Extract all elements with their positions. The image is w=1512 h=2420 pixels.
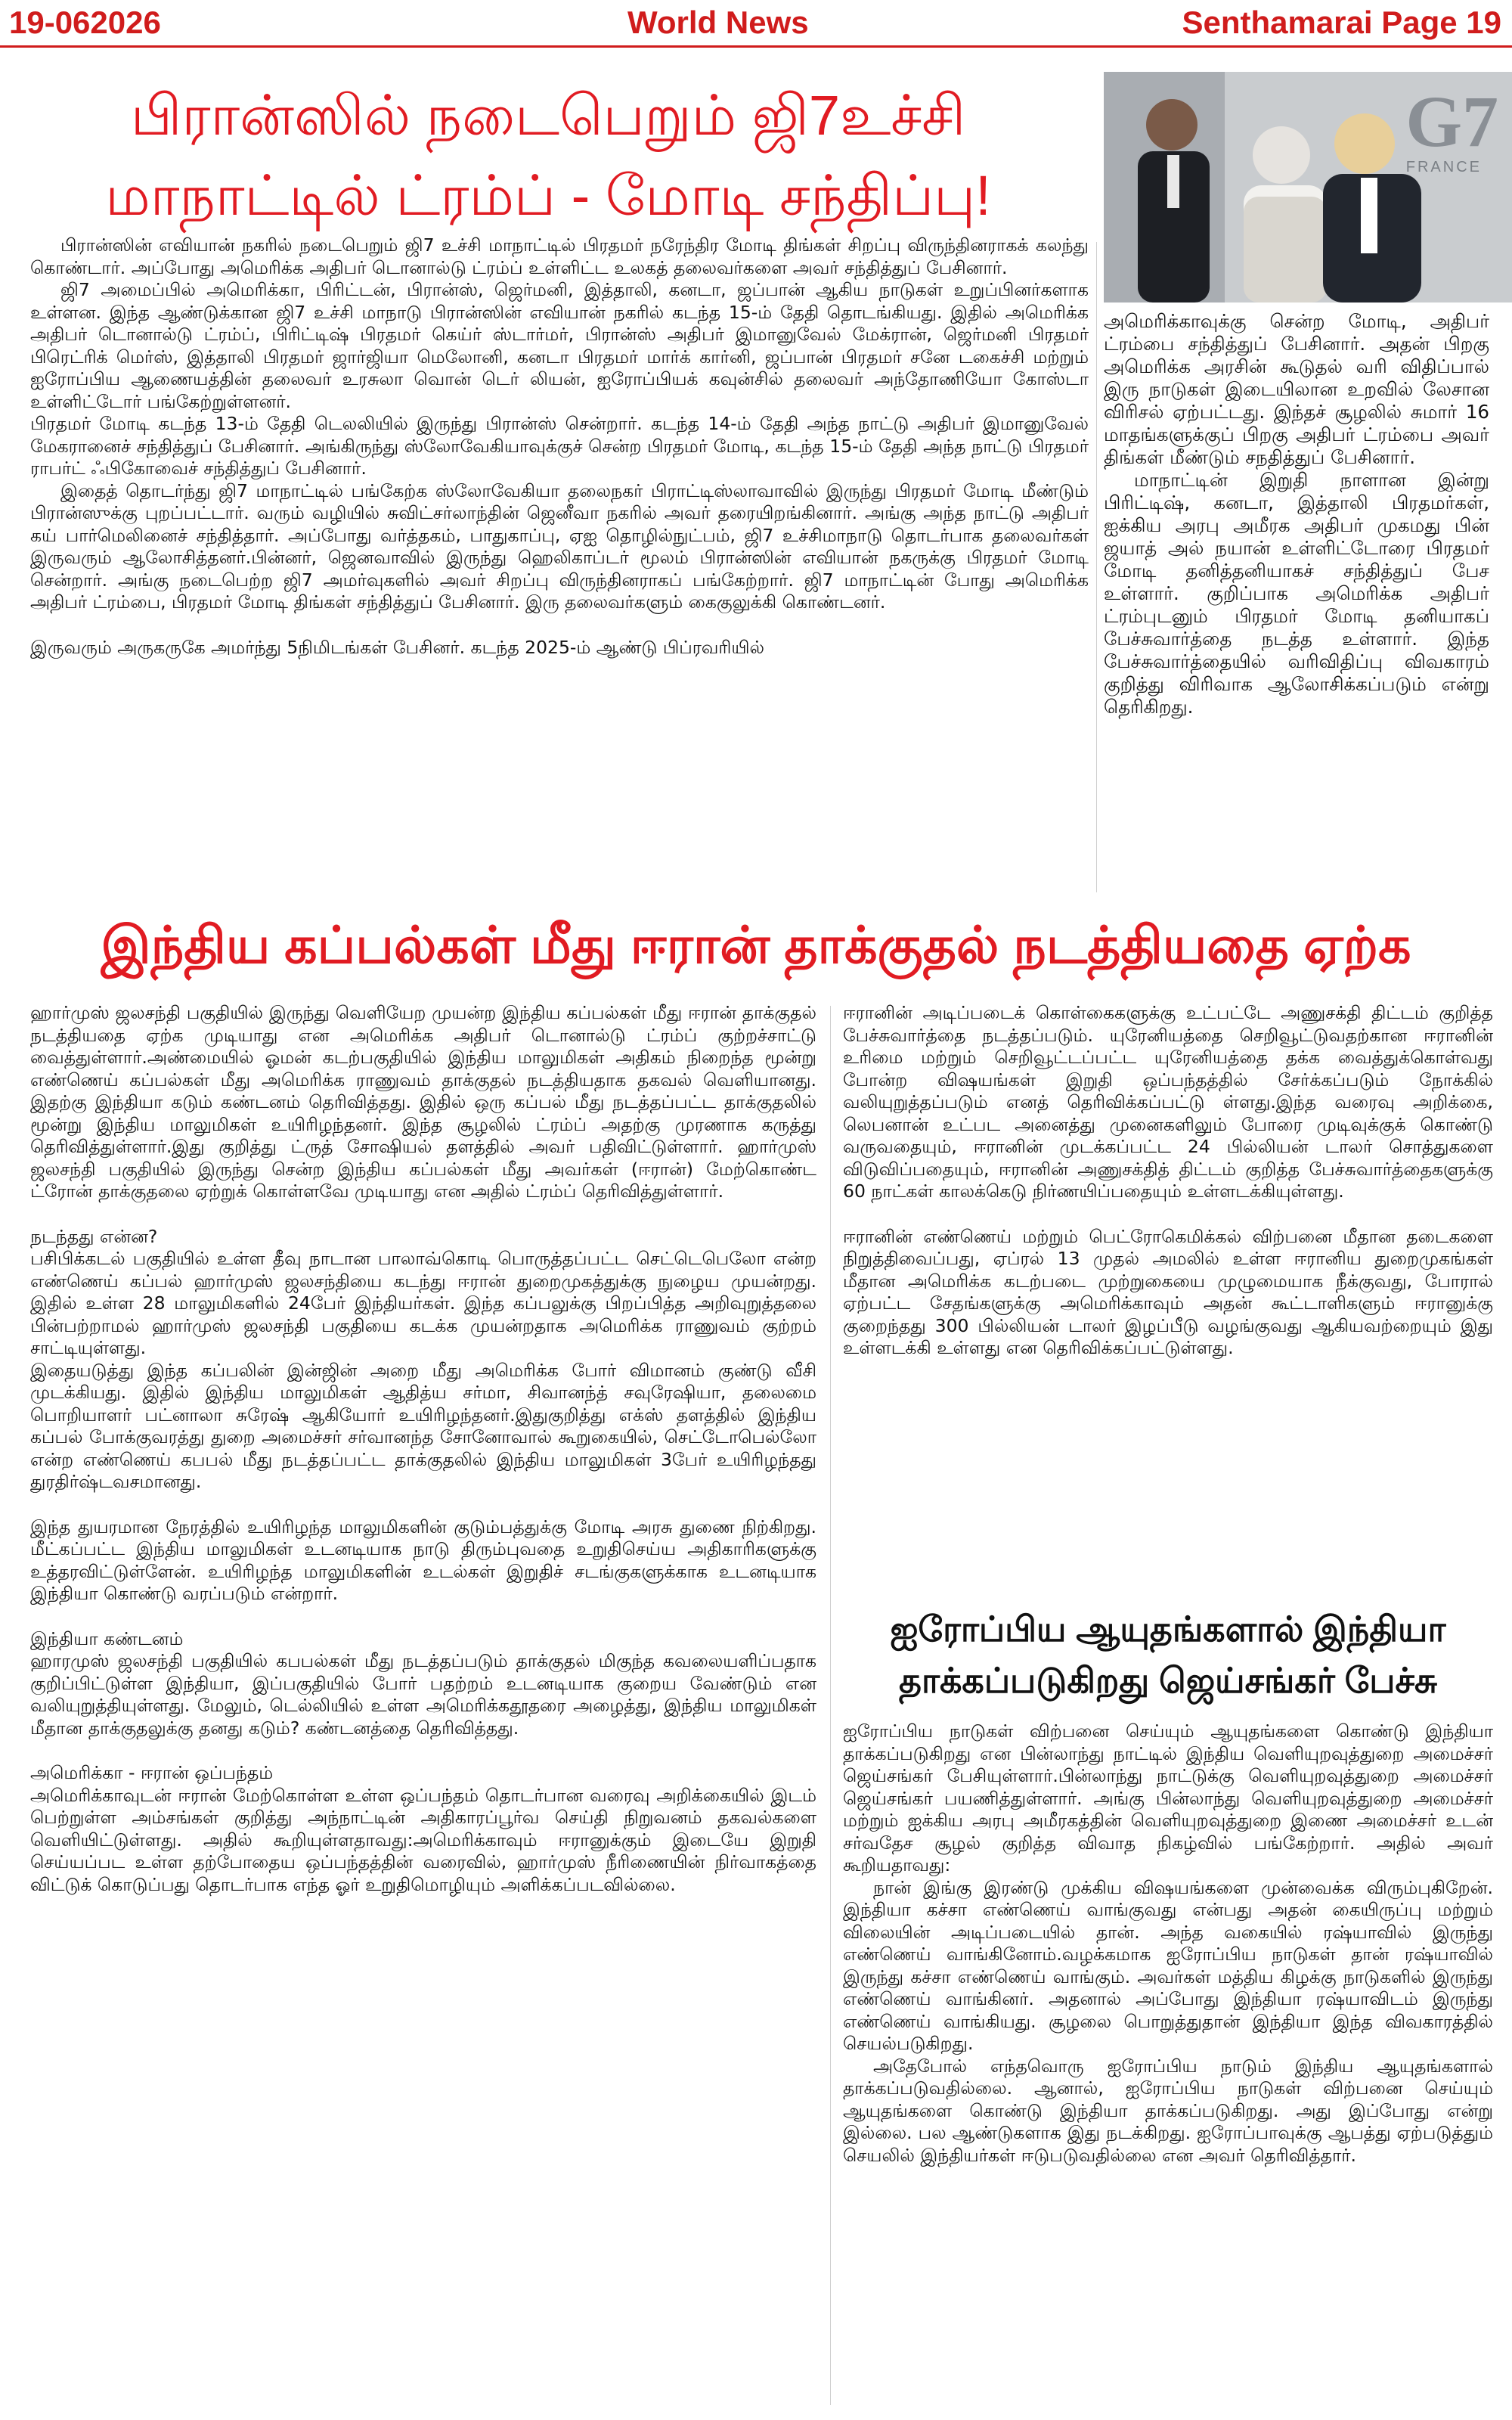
story3-paragraph: ஐரோப்பிய நாடுகள் விற்பனை செய்யும் ஆயுதங்களை கொண்டு இந்தியா தாக்கப்படுகிறது என பின்லாந்து நாட்டில் இந்திய வெளியுறவுத்துறை அமைச்சர் ஜெய்சங்கர் பேசியுள்ளார்.பின்லாந்து நாட்டுக்கு வெளியுறவுத்துறை அமைச்சர் ஜெய்சங்கர் பயணித்துள்ளார். அங்கு பின்லாந்து வெளியுறவுத்துறை அமைச்சர் மற்றும் ஐக்கிய அரபு அமீரகத்தின் வெளியுறவுத்துறை இணை அமைச்சர் உடன் சர்வதேச சூழல் குறித்த விவாத நிகழ்வில் பங்கேற்றார். அதில் அவர் கூறியதாவது:: [843, 1720, 1493, 1876]
paper-name: World News: [627, 5, 809, 40]
story2-paragraph: பசிபிக்கடல் பகுதியில் உள்ள தீவு நாடான பாலாவ்கொடி பொருத்தப்பட்ட செட்டெபெலோ என்ற எண்ணெய் கப்பல் ஹார்முஸ் ஜலசந்தியை கடந்து ஈரான் துறைமுகத்துக்கு நுழைய முயன்றது. இதில் உள்ள 28 மாலுமிகளில் 24பேர் இந்தியர்கள். இந்த கப்பலுக்கு பிறப்பித்த அறிவுறுத்தலை பின்பற்றாமல் ஹார்முஸ் ஜலசந்தி பகுதியை கடக்க முயன்றதாக அமெரிக்க ராணுவம் குற்றம் சாட்டியுள்ளது.: [30, 1248, 816, 1358]
column-divider: [830, 1006, 831, 2405]
story3-headline: ஐரோப்பிய ஆயுதங்களால் இந்தியா தாக்கப்படுகிறது ஜெய்சங்கர் பேச்சு: [890, 1609, 1446, 1700]
story1-side-column: [1104, 310, 1489, 900]
story2-paragraph: அமெரிக்காவுடன் ஈரான் மேற்கொள்ள உள்ள ஒப்பந்தம் தொடர்பான வரைவு அறிக்கையில் இடம் பெற்றுள்ள அம்சங்கள் குறித்து அந்நாட்டின் அதிகாரப்பூர்வ செய்தி நிறுவனம் தகவல்களை வெளியிட்டுள்ளது. அதில் கூறியுள்ளதாவது:அமெரிக்காவும் ஈரானுக்கும் இடையே இறுதி செய்யப்பட உள்ள தற்போதைய ஒப்பந்தத்தின் வரைவில், ஹார்முஸ் நீரிணையின் நிர்வாகத்தை விட்டுக் கொடுப்பது தொடர்பாக எந்த ஓர் உறுதிமொழியும் அளிக்கப்படவில்லை.: [30, 1784, 816, 1895]
story2-subhead: அமெரிக்கா - ஈரான் ஒப்பந்தம்: [30, 1762, 274, 1783]
story2-left-column: [30, 1002, 816, 2409]
story2-paragraph: ஈரானின் அடிப்படைக் கொள்கைகளுக்கு உட்பட்டே அணுசக்தி திட்டம் குறித்த பேச்சுவார்த்தை நடத்தப்படும். யுரேனியத்தை செறிவூட்டுவதற்கான ஈரானின் உரிமை மற்றும் செறிவூட்டப்பட்ட யுரேனியத்தை தக்க வைத்துக்கொள்வது போன்ற விஷயங்கள் இறுதி ஒப்பந்தத்தில் சேர்க்கப்படும் நோக்கில் வலியுறுத்தப்படும் எனத் தெரிவிக்கப்பட்டு ள்ளது.இந்த வரைவு அறிக்கை, லெபனான் உட்பட அனைத்து முனைகளிலும் போரை முடிவுக்குக் கொண்டு வருவதையும், ஈரானின் முடக்கப்பட்ட 24 பில்லியன் டாலர் சொத்துகளை விடுவிப்பதையும், ஈரானின் அணுசக்தித் திட்டம் குறித்த பேச்சுவார்த்தைகளுக்கு 60 நாட்கள் காலக்கெடு நிர்ணயிப்பதையும் உள்ளடக்கியுள்ளது.: [843, 1002, 1493, 1202]
story1-side-paragraph: அமெரிக்காவுக்கு சென்ற மோடி, அதிபர் ட்ரம்பை சந்தித்துப் பேசினார். அதன் பிறகு அமெரிக்க அரசின் கூடுதல் வரி விதிப்பால் இரு நாடுகள் இடையிலான உறவில் லேசான விரிசல் ஏற்பட்டது. இந்தச் சூழலில் சுமார் 16 மாதங்களுக்குப் பிறகு அதிபர் ட்ரம்பை அவர் திங்கள் மீண்டும் சநதித்துப் பேசினார்.: [1104, 310, 1489, 468]
story2-paragraph: ஹார்முஸ் ஜலசந்தி பகுதியில் இருந்து வெளியேற முயன்ற இந்திய கப்பல்கள் மீது ஈரான் தாக்குதல் நடத்தியதை ஏற்க முடியாது என அமெரிக்க அதிபர் டொனால்டு ட்ரம்ப் குற்றச்சாட்டு வைத்துள்ளார்.அண்மையில் ஓமன் கடற்பகுதியில் இந்திய மாலுமிகள் அதிகம் நிறைந்த மூன்று எண்ணெய் கப்பல்கள் மீது அமெரிக்க ராணுவம் தாக்குதல் நடத்தியதாக தகவல் வெளியானது. இதற்கு இந்தியா கடும் கண்டனம் தெரிவித்தது. இதில் ஒரு கப்பல் மீது நடத்தப்பட்ட தாக்குதலில் மூன்று இந்திய மாலுமிகள் உயிரிழந்தனர். இந்த சூழலில் ட்ரம்ப் அதற்கு முரணாக கருத்து தெரிவித்துள்ளார்.இது குறித்து ட்ருத் சோஷியல் தளத்தில் அவர் பதிவிட்டுள்ளார். ஹார்முஸ் ஜலசந்தி பகுதியில் இருந்து சென்ற இந்திய கப்பல்கள் மீது அவர்கள் (ஈரான்) மேற்கொண்ட ட்ரோன் தாக்குதலை ஏற்றுக் கொள்ளவே முடியாது என அதில் ட்ரம்ப் தெரிவித்துள்ளார்.: [30, 1002, 816, 1202]
g7-logo: G7: [1405, 81, 1498, 162]
story1-paragraph: ஜி7 அமைப்பில் அமெரிக்கா, பிரிட்டன், பிரான்ஸ், ஜெர்மனி, இத்தாலி, கனடா, ஜப்பான் ஆகிய நாடுகள் உறுப்பினர்களாக உள்ளன. இந்த ஆண்டுக்கான ஜி7 உச்சி மாநாடு பிரான்ஸின் எவியான் நகரில் கடந்த 15-ம் தேதி தொடங்கியது. இதில் அமெரிக்க அதிபர் டொனால்டு ட்ரம்ப், பிரிட்டிஷ் பிரதமர் கெய்ர் ஸ்டார்மர், பிரான்ஸ் அதிபர் இமானுவேல் மேக்ரான், ஜெர்மனி பிரதமர் பிரெட்ரிக் மெர்ஸ், இத்தாலி பிரதமர் ஜார்ஜியா மெலோனி, கனடா பிரதமர் மார்க் கார்னி, ஜப்பான் பிரதமர் சனே டகைச்சி மற்றும் ஐரோப்பிய ஆணையத்தின் தலைவர் உரசுலா வொன் டெர் லியன், ஐரோப்பியக் கவுன்சில் தலைவர் அந்தோணியோ கோஸ்டா உள்ளிட்டோர் பங்கேற்றுள்ளனர்.: [30, 279, 1089, 412]
g7-photo: [1104, 72, 1512, 302]
column-divider: [1096, 242, 1097, 892]
story2-subhead: இந்தியா கண்டனம்: [30, 1627, 184, 1649]
story2-paragraph: இதையடுத்து இந்த கப்பலின் இன்ஜின் அறை மீது அமெரிக்க போர் விமானம் குண்டு வீசி முடக்கியது. இதில் இந்திய மாலுமிகள் ஆதித்ய சர்மா, சிவானந்த் சவுரேஷியா, தலைமை பொறியாளர் பட்னாலா சுரேஷ் ஆகியோர் உயிரிழந்தனர்.இதுகுறித்து எக்ஸ் தளத்தில் இந்திய கப்பல் போக்குவரத்து துறை அமைச்சர் சர்வானந்த சோனோவால் கூறுகையில், செட்டோபெல்லோ என்ற எண்ணெய் கபபல் மீது நடத்தப்பட்ட தாக்குதலில் இந்திய மாலுமிகள் 3பேர் உயிரிழந்தது துரதிர்ஷ்டவசமானது.: [30, 1359, 816, 1492]
story2-subhead: நடந்தது என்ன?: [30, 1225, 158, 1247]
story2-paragraph: ஹாரமுஸ் ஜலசந்தி பகுதியில் கபபல்கள் மீது நடத்தப்படும் தாக்குதல் மிகுந்த கவலையளிப்பதாக குறிப்பிட்டுள்ள இந்தியா, இப்பகுதியில் போர் பதற்றம் உடனடியாக குறைய வேண்டும் என வலியுறுத்தியுள்ளது. மேலும், டெல்லியில் உள்ள அமெரிக்கதூதரை அழைத்து, இந்திய மாலுமிகள் மீதான தாக்குதலுக்கு தனது கடும்? கண்டனத்தை தெரிவித்தது.: [30, 1650, 816, 1739]
story2-paragraph: இந்த துயரமான நேரத்தில் உயிரிழந்த மாலுமிகளின் குடும்பத்துக்கு மோடி அரசு துணை நிற்கிறது. மீட்கப்பட்ட இந்திய மாலுமிகள் உடனடியாக நாடு திரும்புவதை உறுதிசெய்ய அதிகாரிகளுக்கு உத்தரவிட்டுள்ளேன். உயிரிழந்த மாலுமிகளின் உடல்கள் இறுதிச் சடங்குகளுக்காக உடனடியாக இந்தியா கொண்டு வரப்படும் என்றார்.: [30, 1516, 816, 1604]
story3-body: [843, 1720, 1493, 2409]
story1-paragraph: பிரதமர் மோடி கடந்த 13-ம் தேதி டெலலியில் இருந்து பிரான்ஸ் சென்றார். கடந்த 14-ம் தேதி அந்த நாட்டு அதிபர் இமானுவேல் மேகரானைச் சந்தித்துப் பேசினார். அங்கிருந்து ஸ்லோவேகியாவுக்குச் சென்ற பிரதமர் மோடி, கடந்த 15-ம் தேதி அந்த நாட்டு பிரதமர் ராபர்ட் ஃபிகோவைச் சந்தித்துப் பேசினார்.: [30, 413, 1089, 479]
story1-paragraph: இருவரும் அருகருகே அமர்ந்து 5நிமிடங்கள் பேசினர். கடந்த 2025-ம் ஆண்டு பிப்ரவரியில்: [30, 636, 764, 658]
story2-headline: இந்திய கப்பல்கள் மீது ஈரான் தாக்குதல் நடத்தியதை ஏற்க: [101, 917, 1411, 974]
story2-right-column: [843, 1002, 1493, 1599]
story2-paragraph: ஈரானின் எண்ணெய் மற்றும் பெட்ரோகெமிக்கல் விற்பனை மீதான தடைகளை நிறுத்திவைப்பது, ஏப்ரல் 13 முதல் அமலில் உள்ள ஈரானிய துறைமுகங்கள் மீதான அமெரிக்க கடற்படை முற்றுகையை முழுமையாக நீக்குவது, போரால் ஏற்பட்ட சேதங்களுக்கு அமெரிக்காவும் அதன் கூட்டாளிகளும் ஈரானுக்கு குறைந்தது 300 பில்லியன் டாலர் இழப்பீடு வழங்குவது ஆகியவற்றையும் இது உள்ளடக்கி உள்ளது என தெரிவிக்கப்பட்டுள்ளது.: [843, 1225, 1493, 1358]
story3-paragraph: நான் இங்கு இரண்டு முக்கிய விஷயங்களை முன்வைக்க விரும்புகிறேன். இந்தியா கச்சா எண்ணெய் வாங்குவது என்பது அதன் கையிருப்பு மற்றும் விலையின் அடிப்படையில் தான். அந்த வகையில் ரஷ்யாவில் இருந்து எண்ணெய் வாங்கினோம்.வழக்கமாக ஐரோப்பிய நாடுகள் தான் ரஷ்யாவில் இருந்து கச்சா எண்ணெய் வாங்கும். அவர்கள் மத்திய கிழக்கு நாடுகளில் இருந்து எண்ணெய் வாங்கினர். அதனால் அப்போது இந்தியா ரஷ்யாவிடம் இருந்து எண்ணெய் வாங்கியது. சூழலை பொறுத்துதான் இந்தியா இந்த விவகாரத்தில் செயல்படுகிறது.: [843, 1876, 1493, 2054]
story3-paragraph: அதேபோல் எந்தவொரு ஐரோப்பிய நாடும் இந்திய ஆயுதங்களால் தாக்கப்படுவதில்லை. ஆனால், ஐரோப்பிய நாடுகள் விற்பனை செய்யும் ஆயுதங்களை கொண்டு இந்தியா தாக்கப்படுகிறது. அது இப்போது என்று இல்லை. பல ஆண்டுகளாக இது நடக்கிறது. ஐரோப்பாவுக்கு ஆபத்து ஏற்படுத்தும் செயலில் இந்தியர்கள் ஈடுபடுவதில்லை என அவர் தெரிவித்தார்.: [843, 2055, 1493, 2166]
story1-headline: பிரான்ஸில் நடைபெறும் ஜி7உச்சி மாநாட்டில் ட்ரம்ப் - மோடி சந்திப்பு!: [105, 84, 991, 227]
story1-paragraph: இதைத் தொடர்ந்து ஜி7 மாநாட்டில் பங்கேற்க ஸ்லோவேகியா தலைநகர் பிராட்டிஸ்லாவாவில் இருந்து பிரதமர் மோடி மீண்டும் பிரான்ஸுக்கு புறப்பட்டார். வரும் வழியில் சுவிட்சர்லாந்தின் ஜெனீவா நகரில் அவர் தரையிறங்கினார். அங்கு அந்த நாட்டு அதிபர் கய் பார்மெலினைச் சந்தித்தார். அப்போது வர்த்தகம், பாதுகாப்பு, ஏஐ தொழில்நுட்பம், ஜி7 உச்சிமாநாடு தொடர்பாக தலைவர்கள் இருவரும் ஆலோசித்தனர்.பின்னர், ஜெனவாவில் இருந்து ஹெலிகாப்டர் மூலம் பிரான்ஸின் எவியான் நகருக்கு பிரதமர் மோடி சென்றார். அங்கு நடைபெற்ற ஜி7 அமர்வுகளில் அவர் சிறப்பு விருந்தினராகப் பங்கேற்றார். ஜி7 மாநாட்டின் போது அமெரிக்க அதிபர் ட்ரம்பை, பிரதமர் மோடி திங்கள் சந்தித்துப் பேசினார். இரு தலைவர்களும் கைகுலுக்கி கொண்டனர்.: [30, 479, 1089, 613]
page-number: Senthamarai Page 19: [1182, 5, 1501, 40]
page-header: [0, 0, 1512, 48]
story1-paragraph: பிரான்ஸின் எவியான் நகரில் நடைபெறும் ஜி7 உச்சி மாநாட்டில் பிரதமர் நரேந்திர மோடி திங்கள் சிறப்பு விருந்தினராகக் கலந்து கொண்டார். அப்போது அமெரிக்க அதிபர் டொனால்டு ட்ரம்ப் உள்ளிட்ட உலகத் தலைவர்களை அவர் சந்தித்துப் பேசினார்.: [30, 234, 1089, 278]
story1-side-paragraph: மாநாட்டின் இறுதி நாளான இன்று பிரிட்டிஷ், கனடா, இத்தாலி பிரதமர்கள், ஐக்கிய அரபு அமீரக அதிபர் முகமது பின் ஜயாத் அல் நயான் உள்ளிட்டோரை பிரதமர் மோடி தனித்தனியாகச் சந்தித்துப் பேச உள்ளார். குறிப்பாக அமெரிக்க அதிபர் ட்ரம்புடனும் பிரதமர் மோடி தனியாகப் பேச்சுவார்த்தை நடத்த உள்ளார். இந்த பேச்சுவார்த்தையில் வரிவிதிப்பு விவகாரம் குறித்து விரிவாக ஆலோசிக்கப்படும் என்று தெரிகிறது.: [1104, 469, 1489, 718]
g7-logo-subtitle: FRANCE: [1405, 159, 1482, 175]
story1-body: [30, 234, 1089, 900]
issue-date: 19-062026: [9, 5, 161, 40]
